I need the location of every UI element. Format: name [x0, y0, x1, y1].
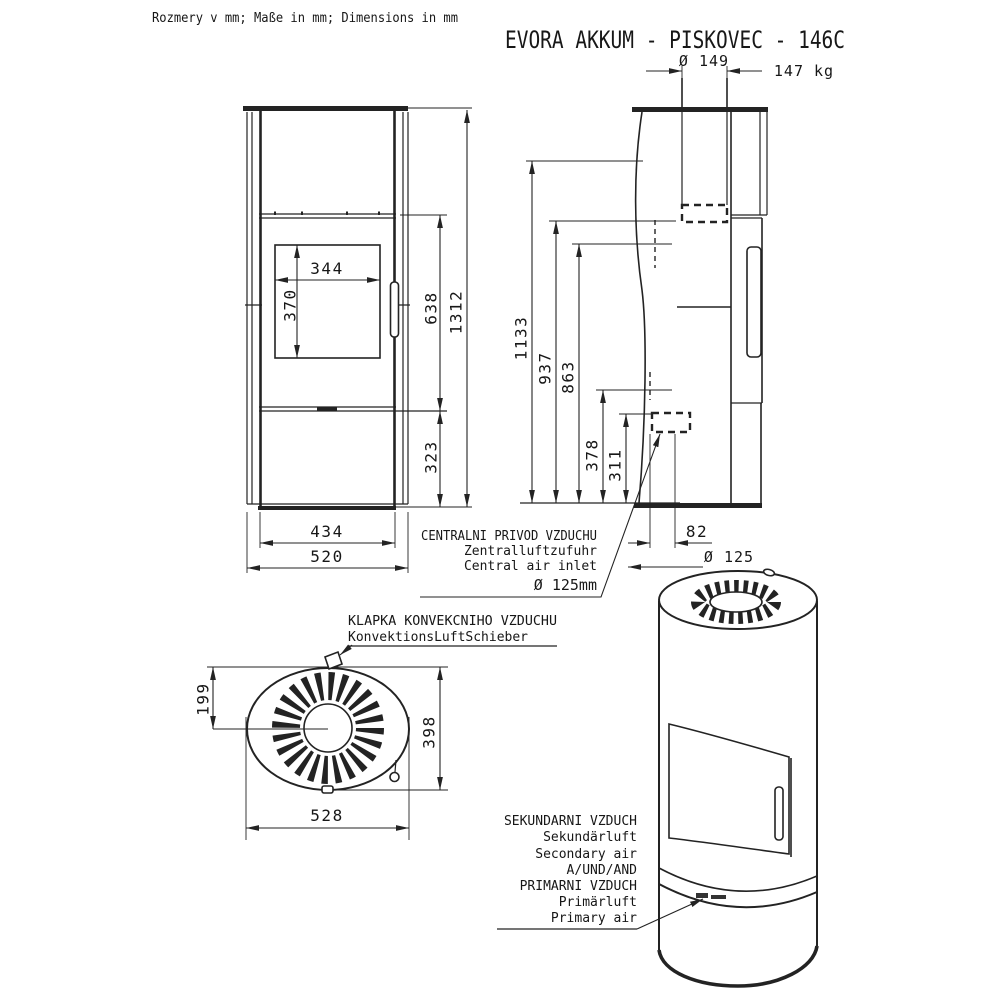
dim-front-to-center: 199	[193, 682, 213, 716]
top-vent-center-3d	[710, 592, 762, 612]
dim-inlet-upper-height: 378	[582, 438, 602, 472]
dim-inlet-offset: 82	[685, 522, 709, 541]
convection-flap-knob	[325, 652, 342, 669]
band-seam-lower	[659, 884, 817, 907]
units-note: Rozmery v mm; Maße in mm; Dimensions in mm	[152, 11, 459, 26]
side-front-curve	[636, 112, 646, 503]
convection-flap-line1: KLAPKA KONVEKCNIHO VZDUCHU	[348, 614, 557, 629]
central-air-line4: Ø 125mm	[533, 576, 597, 594]
stove-base-arc	[659, 946, 817, 986]
dim-rear-outlet-height: 863	[558, 360, 578, 394]
air-inlets-line4: A/UND/AND	[566, 863, 637, 878]
perspective-view	[659, 568, 817, 986]
top-vent-center	[304, 704, 352, 752]
air-control-lever	[696, 893, 708, 898]
weight-label: 147 kg	[773, 62, 835, 80]
dim-base-section-height: 323	[421, 440, 441, 474]
dim-door-section-height: 638	[421, 291, 441, 325]
flap-knob-3d	[763, 568, 775, 577]
air-inlets-line6: Primärluft	[558, 895, 637, 910]
door-handle-3d	[775, 787, 783, 840]
dim-inlet-height: 311	[605, 448, 625, 482]
convection-flap-line2: KonvektionsLuftSchieber	[348, 630, 529, 645]
base-line	[258, 506, 396, 510]
dim-top-edge-height: 1133	[511, 315, 531, 361]
top-plate	[243, 106, 408, 111]
ash-lip	[317, 407, 337, 411]
central-air-line2: Zentralluftzufuhr	[463, 544, 597, 559]
dim-flue-diameter: Ø 149	[678, 52, 730, 70]
door-glass-3d	[669, 724, 789, 854]
dim-total-height: 1312	[446, 289, 466, 335]
dim-total-width: 520	[310, 547, 344, 566]
side-door-handle	[747, 247, 761, 357]
dim-rear-outlet-top-height: 937	[535, 351, 555, 385]
air-inlets-line3: Secondary air	[535, 847, 637, 862]
hinge-tab	[322, 786, 333, 793]
air-inlets-line5: PRIMARNI VZDUCH	[519, 879, 637, 894]
drawing-title: EVORA AKKUM - PISKOVEC - 146C	[505, 26, 845, 54]
air-inlets-line7: Primary air	[550, 911, 637, 926]
band-seam-upper	[659, 868, 817, 891]
central-air-line1: CENTRALNI PRIVOD VZDUCHU	[421, 529, 597, 544]
air-inlets-leader	[637, 899, 703, 929]
dim-glass-height: 370	[280, 288, 300, 322]
dim-width: 528	[310, 806, 344, 825]
front-view	[243, 106, 472, 573]
dim-depth: 398	[419, 715, 439, 749]
convection-flap-label	[340, 614, 557, 655]
air-inlets-line1: SEKUNDARNI VZDUCH	[503, 814, 637, 829]
central-air-inlet-dashed	[652, 413, 690, 432]
rear-flue-outlet-dashed	[682, 205, 727, 222]
top-view	[194, 652, 449, 840]
dim-glass-width: 344	[310, 259, 344, 278]
dim-top-vent-diameter: Ø 125	[703, 548, 755, 566]
top-plate-side	[632, 107, 768, 112]
air-inlets-label	[497, 814, 703, 929]
air-inlets-line2: Sekundärluft	[543, 830, 637, 845]
central-air-line3: Central air inlet	[463, 559, 597, 574]
convection-flap-leader	[340, 645, 352, 655]
door-handle	[391, 282, 399, 337]
dim-front-panel-width: 434	[310, 522, 344, 541]
